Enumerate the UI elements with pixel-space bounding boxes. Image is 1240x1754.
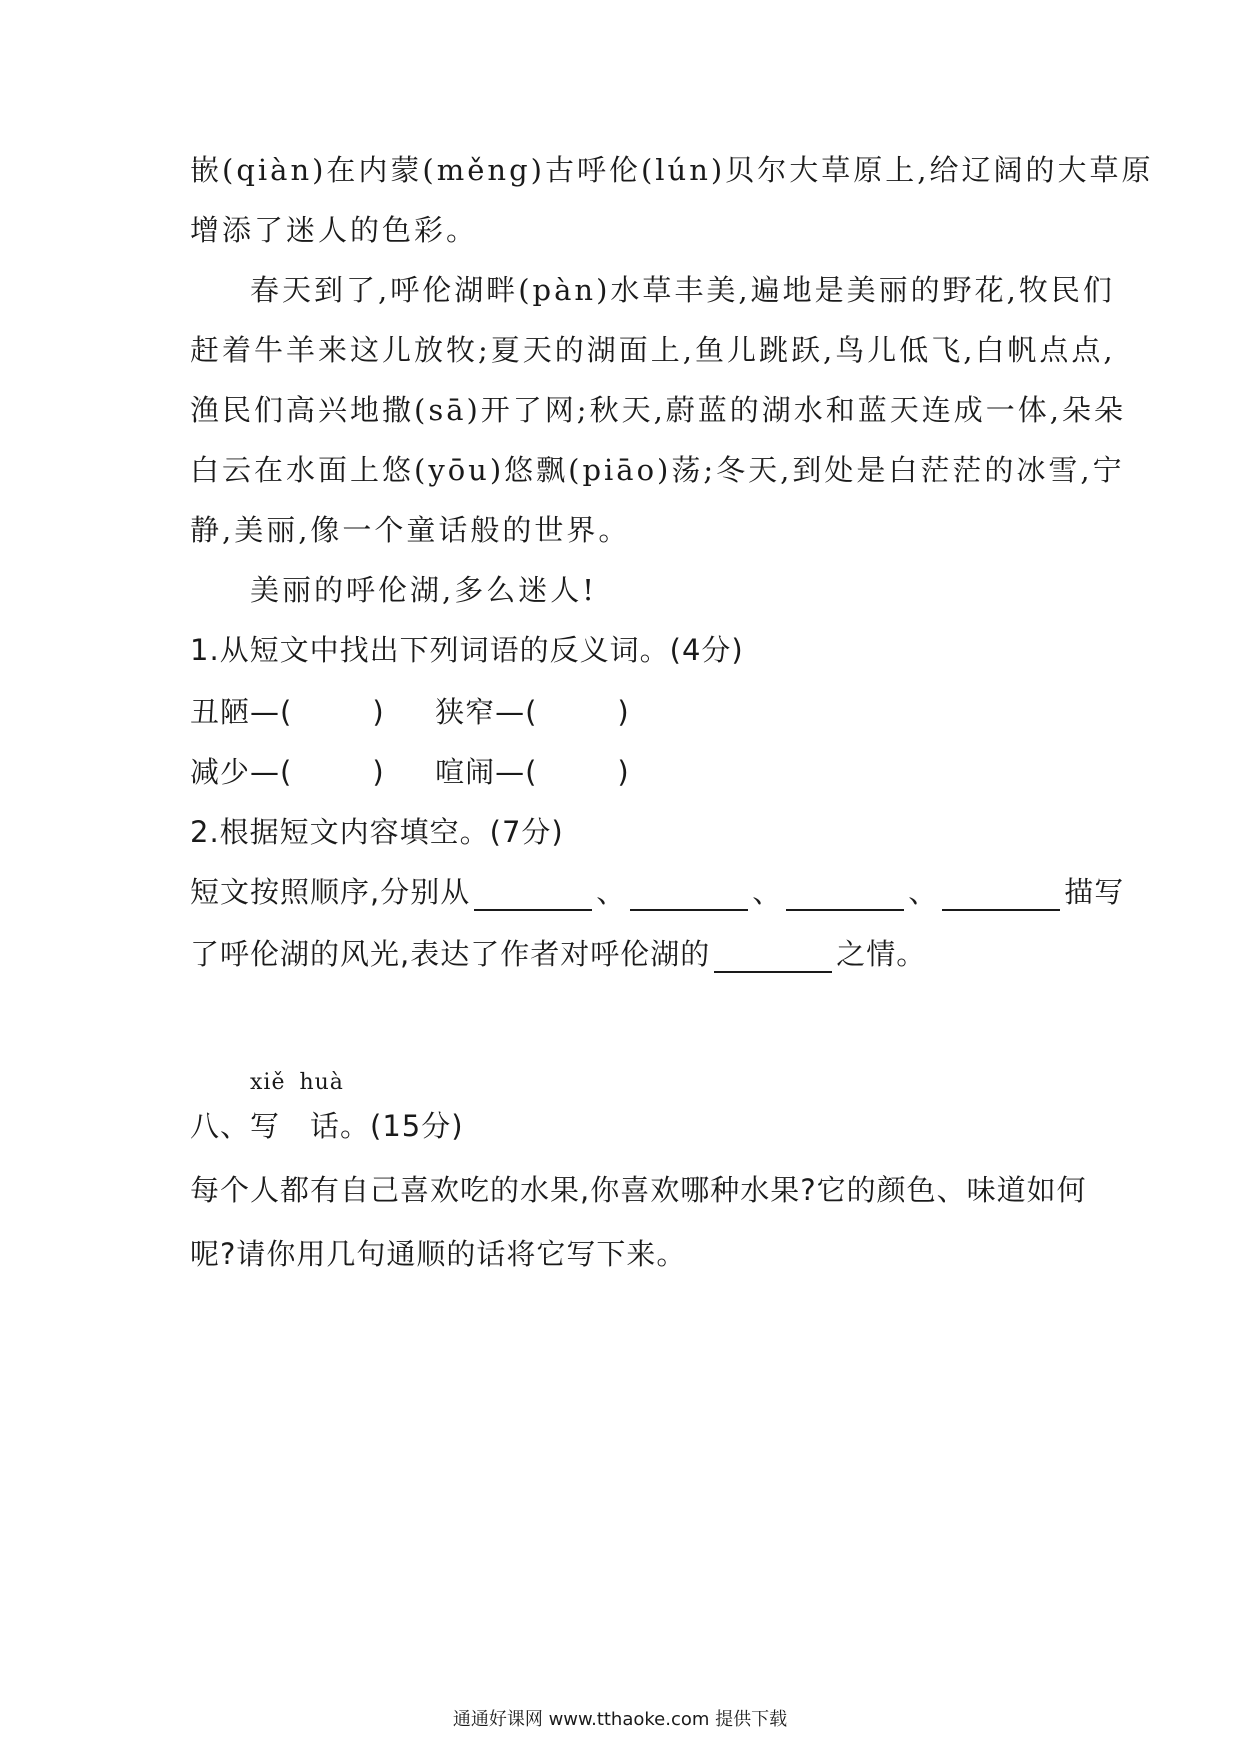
q2-text-start: 短文按照顺序,分别从	[190, 875, 471, 909]
q2-blank-2[interactable]	[630, 879, 748, 911]
q1-row-1	[190, 690, 1060, 731]
q2-blank-5[interactable]	[714, 941, 832, 973]
q2-separator: 、	[908, 875, 939, 909]
q1-item-decrease: 减少—(	[190, 755, 293, 789]
section8-prompt-line-2: 呢?请你用几句通顺的话将它写下来。	[190, 1237, 687, 1271]
q2-blank-4[interactable]	[942, 879, 1060, 911]
q2-blank-1[interactable]	[474, 879, 592, 911]
q2-separator: 、	[596, 875, 627, 909]
passage-line-8: 美丽的呼伦湖,多么迷人!	[250, 573, 597, 607]
section8-pinyin: xiě huà	[250, 1070, 344, 1095]
q1-close-paren: )	[372, 695, 385, 729]
q2-blank-3[interactable]	[786, 879, 904, 911]
q2-line2-end: 之情。	[836, 937, 927, 971]
q2-separator: 、	[752, 875, 783, 909]
passage-line-7: 静,美丽,像一个童话般的世界。	[190, 513, 631, 547]
q1-close-paren: )	[617, 695, 630, 729]
q2-title: 2.根据短文内容填空。(7分)	[190, 815, 564, 849]
q2-text-end: 描写	[1064, 875, 1125, 909]
passage-line-6: 白云在水面上悠(yōu)悠飘(piāo)荡;冬天,到处是白茫茫的冰雪,宁	[190, 453, 1125, 487]
passage-line-1: 嵌(qiàn)在内蒙(měng)古呼伦(lún)贝尔大草原上,给辽阔的大草原	[190, 153, 1154, 187]
section8-title: 八、写 话。(15分)	[190, 1109, 464, 1143]
q1-close-paren: )	[372, 755, 385, 789]
q2-line-1	[190, 870, 1125, 911]
q1-title: 1.从短文中找出下列词语的反义词。(4分)	[190, 633, 744, 667]
q1-close-paren: )	[617, 755, 630, 789]
q2-line2-start: 了呼伦湖的风光,表达了作者对呼伦湖的	[190, 937, 711, 971]
q1-item-noisy: 喧闹—(	[435, 755, 538, 789]
passage-line-5: 渔民们高兴地撒(sā)开了网;秋天,蔚蓝的湖水和蓝天连成一体,朵朵	[190, 393, 1127, 427]
q1-item-narrow: 狭窄—(	[435, 695, 538, 729]
section8-prompt-line-1: 每个人都有自己喜欢吃的水果,你喜欢哪种水果?它的颜色、味道如何	[190, 1173, 1087, 1207]
passage-line-4: 赶着牛羊来这儿放牧;夏天的湖面上,鱼儿跳跃,鸟儿低飞,白帆点点,	[190, 333, 1116, 367]
passage-line-3: 春天到了,呼伦湖畔(pàn)水草丰美,遍地是美丽的野花,牧民们	[250, 273, 1115, 307]
passage-line-2: 增添了迷人的色彩。	[190, 213, 479, 247]
q2-line-2	[190, 932, 1060, 973]
footer-credit: 通通好课网 www.tthaoke.com 提供下载	[452, 1709, 788, 1730]
q1-item-ugly: 丑陋—(	[190, 695, 293, 729]
q1-row-2	[190, 750, 1060, 791]
